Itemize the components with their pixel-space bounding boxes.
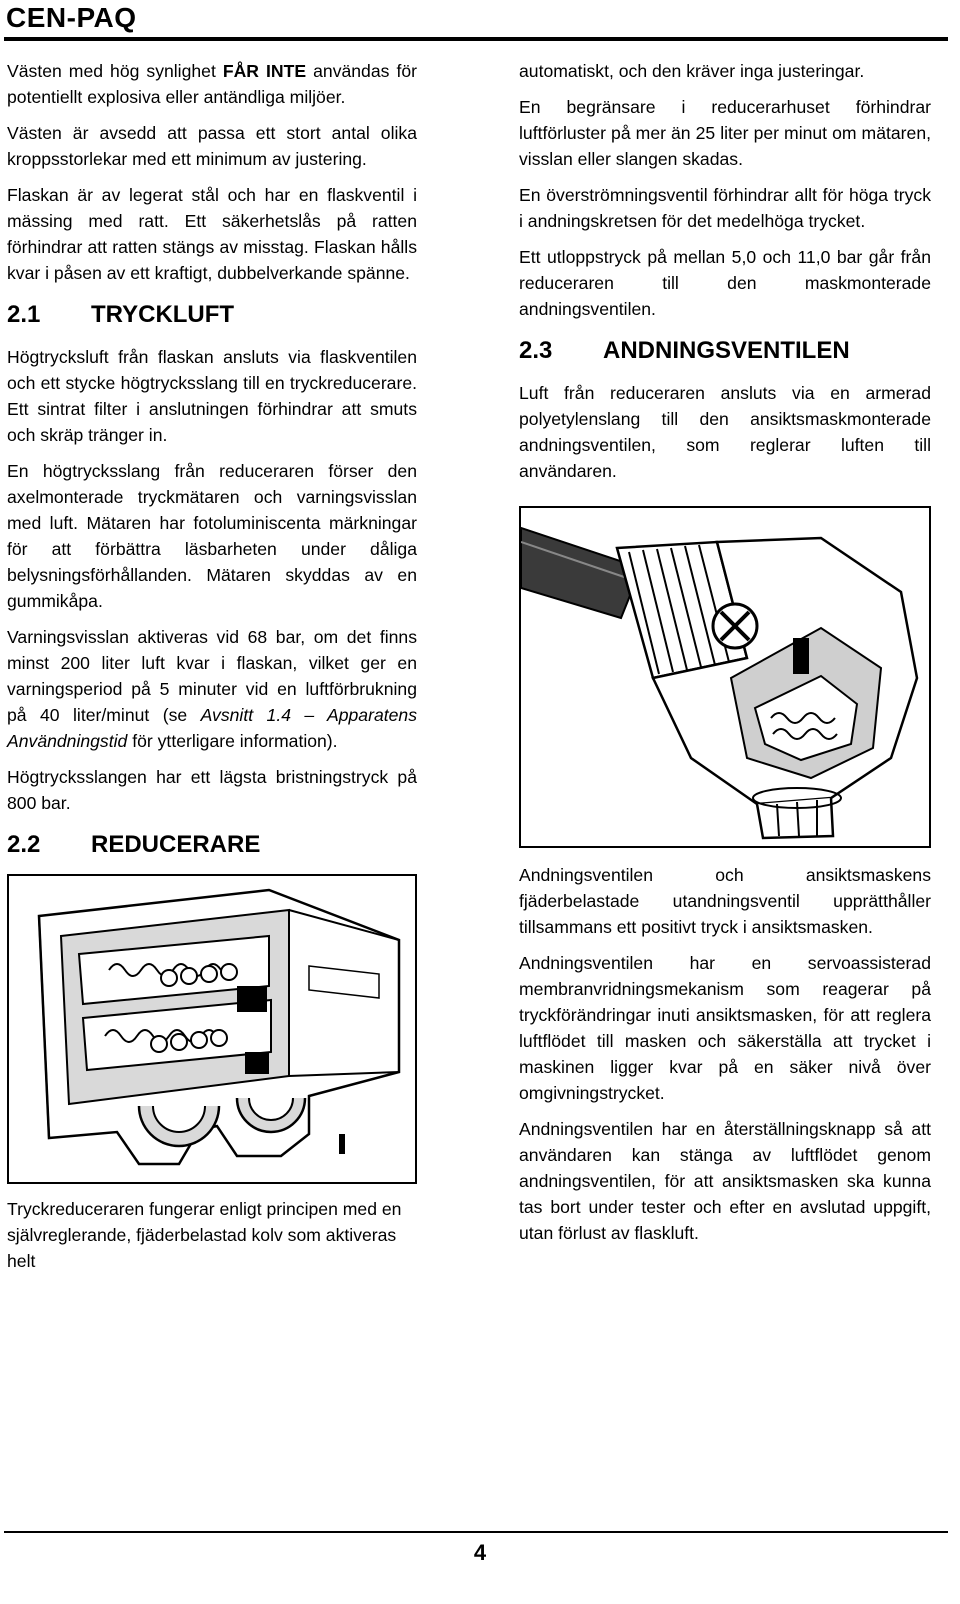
paragraph-positive-pressure: Andningsventilen och ansiktsmaskens fjäderbelastade utandningsventil upprätthåller tillsammans ett positivt tryck i ansiktsmasken. xyxy=(519,865,931,937)
section-heading-2-1 xyxy=(7,300,417,330)
footer-rule xyxy=(4,1531,948,1533)
paragraph-vest-warning xyxy=(7,58,417,110)
paragraph-reset-button: Andningsventilen har en återställningsknapp så att användaren kan stänga av luftflödet genom andningsventilen, för att ansiktsmasken ska kunna tas bort under tester och efter en avslutad uppgift, utan förlust av flaskluft. xyxy=(519,1119,931,1243)
warning-emphasis: FÅR INTE xyxy=(222,61,307,81)
section-number: 2.3 xyxy=(519,337,553,364)
paragraph-servo-mechanism: Andningsventilen har en servoassisterad membranvridningsmekanism som reagerar på tryckförändringar inuti ansiktsmasken, för att reglera luftflödet till masken och säkerställa att trycket i maskinen ligger kvar på en säker nivå över omgivningstrycket. xyxy=(519,953,931,1103)
text-run: för ytterligare information). xyxy=(127,731,338,751)
paragraph-reducer-automatic: automatiskt, och den kräver inga justeringar. xyxy=(519,61,865,81)
brand-title: CEN-PAQ xyxy=(6,2,137,33)
right-column xyxy=(519,58,931,1256)
paragraph-vest-fit: Västen är avsedd att passa ett stort antal olika kroppsstorlekar med ett minimum av justering. xyxy=(7,123,417,169)
paragraph-whistle xyxy=(7,624,417,754)
text-run: Varningsvisslan aktiveras vid 68 bar, om det finns minst 200 liter luft kvar i flaskan, vilket ger en varningsperiod på 5 minuter vid en luftförbrukning på 40 liter/minut (se xyxy=(7,627,417,725)
demand-valve-illustration xyxy=(521,508,929,846)
reducer-illustration xyxy=(9,876,415,1182)
paragraph-relief-valve: En överströmningsventil förhindrar allt för höga tryck i andningskretsen för det medelhöga trycket. xyxy=(519,185,931,231)
section-heading-2-2 xyxy=(7,830,417,860)
left-column xyxy=(7,58,417,1284)
paragraph-restrictor: En begränsare i reducerarhuset förhindrar luftförluster på mer än 25 liter per minut om mätaren, visslan eller slangen skadas. xyxy=(519,97,931,169)
page-header xyxy=(0,0,960,44)
reducer-cutaway-figure xyxy=(7,874,417,1184)
section-number: 2.1 xyxy=(7,301,41,328)
paragraph-hose-pressure: Högtrycksslangen har ett lägsta bristningstryck på 800 bar. xyxy=(7,767,417,813)
section-reference: Avsnitt 1.4 – Apparatens Användningstid xyxy=(7,705,417,751)
text-run: användas för potentiellt explosiva eller antändliga miljöer. xyxy=(7,61,417,107)
demand-valve-cutaway-figure xyxy=(519,506,931,848)
paragraph-outlet-pressure: Ett utloppstryck på mellan 5,0 och 11,0 bar går från reduceraren till den maskmonterade andningsventilen. xyxy=(519,247,931,319)
page-number: 4 xyxy=(473,1540,487,1565)
section-title: REDUCERARE xyxy=(91,831,261,858)
section-number: 2.2 xyxy=(7,831,41,858)
paragraph-demand-valve-supply: Luft från reduceraren ansluts via en armerad polyetylenslang till den ansiktsmaskmonterade andningsventilen, som reglerar luften till användaren. xyxy=(519,383,931,481)
paragraph-gauge: En högtrycksslang från reduceraren förser den axelmonterade tryckmätaren och varningsvisslan med luft. Mätaren har fotoluminiscenta märkningar för att förbättra läsbarheten under dåliga belysningsförhållanden. Mätaren skyddas av en gummikåpa. xyxy=(7,461,417,611)
section-heading-2-3 xyxy=(519,336,931,366)
section-title: ANDNINGSVENTILEN xyxy=(603,337,850,364)
text-run: Västen med hög synlighet xyxy=(7,61,223,81)
header-rule xyxy=(4,37,948,41)
paragraph-compressed-air: Högtrycksluft från flaskan ansluts via flaskventilen och ett stycke högtrycksslang till en tryckreducerare. Ett sintrat filter i anslutningen förhindrar att smuts och skräp tränger in. xyxy=(7,347,417,445)
paragraph-reducer-principle: Tryckreduceraren fungerar enligt principen med en självreglerande, fjäderbelastad kolv som aktiveras helt xyxy=(7,1199,402,1271)
paragraph-cylinder: Flaskan är av legerat stål och har en flaskventil i mässing med ratt. Ett säkerhetslås på ratten förhindrar att ratten stängs av misstag. Flaskan hålls kvar i påsen av ett kraftigt, dubbelverkande spänne. xyxy=(7,185,417,283)
section-title: TRYCKLUFT xyxy=(91,301,235,328)
